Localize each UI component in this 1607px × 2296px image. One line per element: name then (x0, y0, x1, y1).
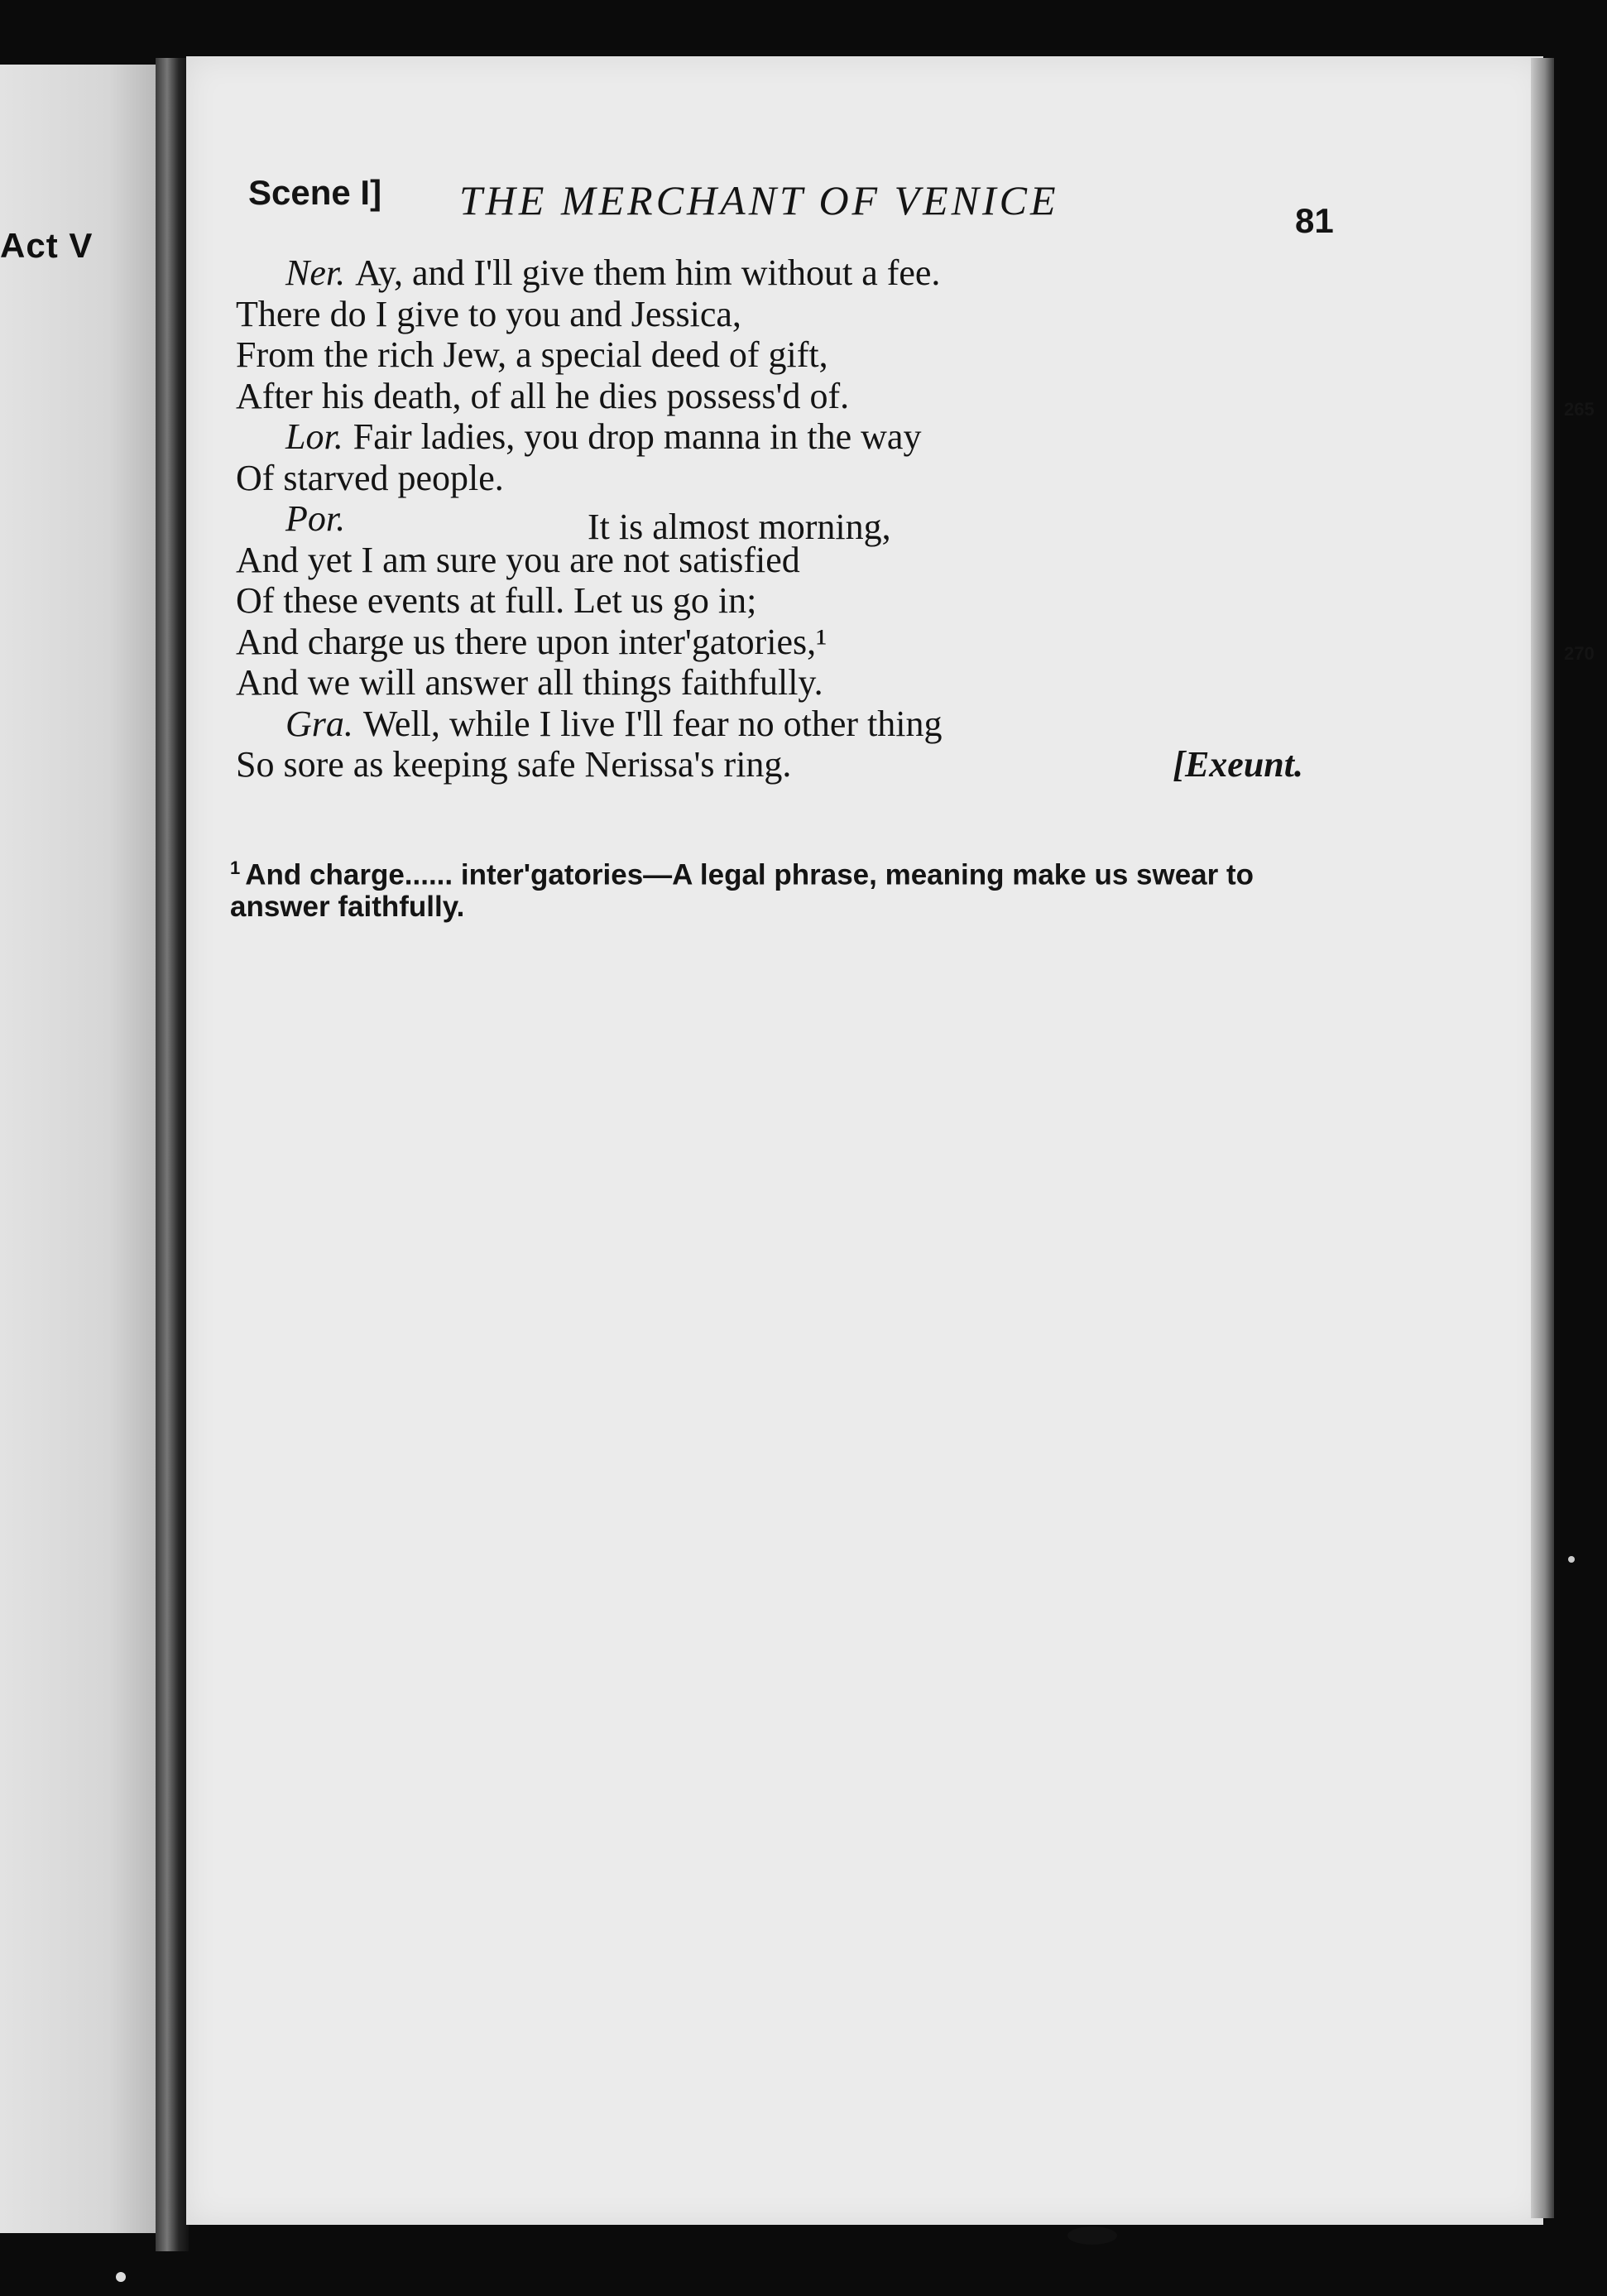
scene-label: Scene I] (248, 173, 382, 212)
verse-line (236, 580, 1345, 622)
line-text: And yet I am sure you are not satisfied (236, 539, 800, 580)
line-text: There do I give to you and Jessica, (236, 293, 741, 334)
line-text: Ay, and I'll give them him without a fee. (355, 252, 941, 293)
scan-speck (1067, 2226, 1117, 2245)
line-text: Of starved people. (236, 457, 504, 498)
verse-block (236, 252, 1595, 785)
left-running-head: Act V (0, 226, 94, 265)
verse-line (236, 621, 1595, 664)
line-text: After his death, of all he dies possess'd of. (236, 375, 850, 416)
line-text: So sore as keeping safe Nerissa's ring. (236, 744, 792, 785)
running-header (248, 170, 1365, 240)
verse-line (236, 744, 1345, 785)
speaker-name: Gra. (285, 703, 353, 744)
line-text: And we will answer all things faithfully. (236, 662, 823, 703)
verse-line (236, 704, 1345, 745)
line-text: And charge us there upon inter'gatories,¹ (236, 621, 827, 662)
line-text: Of these events at full. Let us go in; (236, 580, 757, 621)
footnote-text: And charge...... inter'gatories—A legal phrase, meaning make us swear to answer faithfully. (230, 858, 1254, 923)
scan-speck (116, 2272, 126, 2282)
line-number: 270 (1564, 642, 1595, 664)
line-text: From the rich Jew, a special deed of gift, (236, 334, 828, 375)
verse-line (236, 458, 1345, 499)
verse-line (236, 498, 1345, 547)
footnote-marker: 1 (230, 857, 241, 878)
line-text: Well, while I live I'll fear no other thing (362, 703, 943, 744)
line-number: 265 (1564, 398, 1595, 420)
verse-line (236, 334, 1345, 376)
verse-line (236, 662, 1345, 704)
speaker-name: Por. (285, 498, 346, 539)
speaker-name: Lor. (285, 416, 343, 457)
line-text: Fair ladies, you drop manna in the way (353, 416, 922, 457)
verse-line (236, 416, 1345, 458)
scan-speck (1568, 1556, 1575, 1563)
verse-line (236, 252, 1345, 294)
footnote (230, 853, 1314, 923)
speaker-name: Ner. (285, 252, 346, 293)
verse-line (236, 294, 1345, 335)
line-text: It is almost morning, (588, 507, 891, 547)
page-number: 81 (1295, 201, 1334, 240)
book-gutter (156, 58, 189, 2251)
page-edge (1531, 58, 1554, 2218)
verse-line (236, 375, 1595, 420)
left-page (0, 65, 156, 2233)
verse-line (236, 540, 1345, 581)
stage-direction: [Exeunt. (1173, 744, 1303, 785)
play-title: THE MERCHANT OF VENICE (459, 177, 1059, 223)
